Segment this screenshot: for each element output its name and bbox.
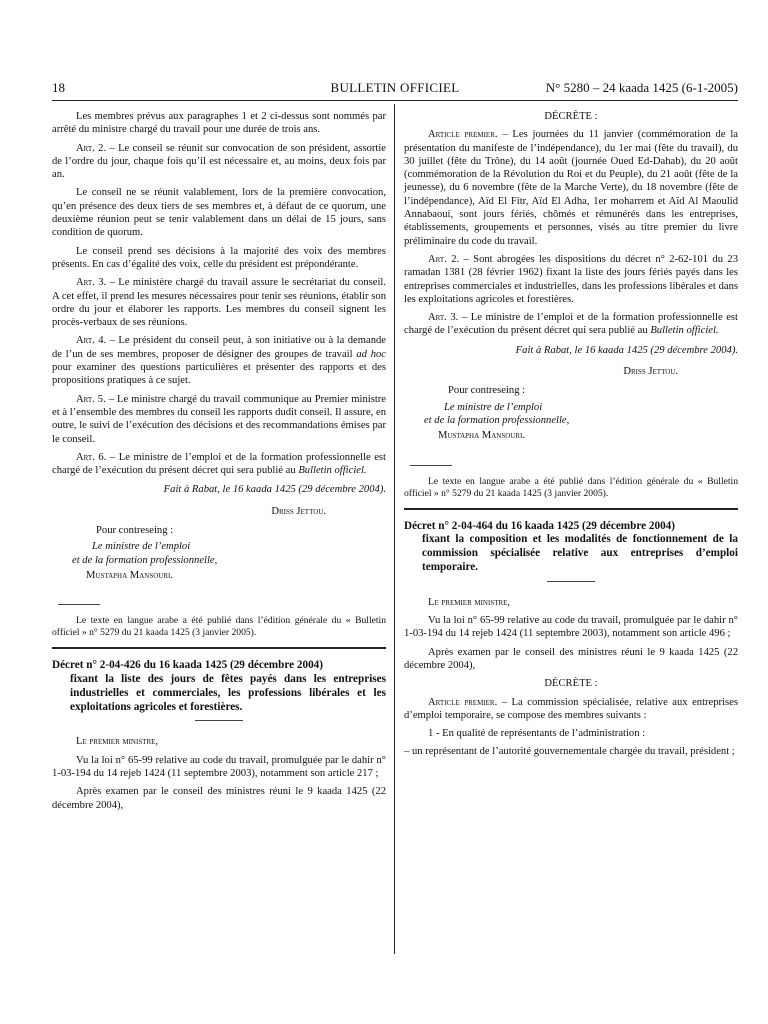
separator-rule	[547, 581, 595, 582]
separator-rule	[410, 465, 452, 466]
paragraph: Le conseil ne se réunit valablement, lors de la première convocation, qu’en présence des deux tiers de ses membres et, à défaut de ce quorum, une deuxième réunion peut se tenir valablement dans un délai de 15 jours, sans condition de quorum.	[52, 187, 386, 239]
minister-name: Mustapha Mansouri.	[86, 569, 173, 581]
article-5: Art. 5. – Le ministre chargé du travail communique au Premier ministre et à l’ensemble des membres du conseil les rapports dudit conseil. Il assure, en outre, le suivi de l’exécution des décisions et des recommandations émises par le conseil.	[52, 393, 386, 445]
signing-place-date: Fait à Rabat, le 16 kaada 1425 (29 décembre 2004).	[515, 344, 738, 356]
article-3: Art. 3. – Le ministre de l’emploi et de la formation professionnelle est chargé de l’exécution du présent décret qui sera publié au Bulletin officiel.	[404, 312, 738, 337]
paragraph: Après examen par le conseil des ministres réuni le 9 kaada 1425 (22 décembre 2004),	[404, 646, 738, 671]
minister-title: Le ministre de l’emploi	[444, 401, 543, 413]
premier-ministre: Le premier ministre,	[76, 736, 159, 748]
signatory: Driss Jettou.	[271, 505, 326, 517]
list-item: – un représentant de l’autorité gouvernementale chargée du travail, président ;	[404, 746, 735, 758]
article-6: Art. 6. – Le ministre de l’emploi et de la formation professionnelle est chargé de l’exécution du présent décret qui sera publié au Bulletin officiel.	[52, 451, 386, 477]
paragraph: Le conseil prend ses décisions à la majorité des voix des membres présents. En cas d’égalité des voix, celle du président est prépondérante.	[52, 245, 386, 270]
header-rule	[52, 100, 738, 101]
article-2: Art. 2. – Sont abrogées les dispositions du décret n° 2-62-101 du 23 ramadan 1381 (28 février 1962) fixant la liste des jours fériés payés dans les entreprises commerciales et industrielles, dans les professions libérales et dans les exploitations agricoles et forestières.	[404, 253, 738, 305]
article-1: Article premier. – Les journées du 11 janvier (commémoration de la présentation du manifeste de l’indépendance), du 1er mai (fête du travail), du 30 juillet (fête du Trône), du 14 août (journée Oued Ed-Dahab), du 20 août (commémoration de la Révolution du Roi et du Peuple), du 21 août (fête de la jeunesse), du 6 novembre (fête de la Marche Verte), du 18 novembre (fête de l’indépendance), Aïd El Fitr, Aïd El Adha, 1er moharrem et Aïd Al Maoulid Annabaoui, sont jours fériés, chômés et rémunérés dans les entreprises, établissements, groupements et personnes, visés au titre premier du livre préliminaire du code du travail.	[404, 129, 738, 247]
list-item: 1 - En qualité de représentants de l’administration :	[428, 728, 646, 740]
section-rule	[52, 647, 386, 649]
minister-title: Le ministre de l’emploi	[92, 541, 191, 553]
minister-title: et de la formation professionnelle,	[72, 554, 218, 566]
countersign-label: Pour contreseing :	[448, 385, 526, 397]
premier-ministre: Le premier ministre,	[428, 596, 511, 608]
article-1: Article premier. – La commission spécialisée, relative aux entreprises d’emploi temporaire, se compose des membres suivants :	[404, 696, 738, 721]
section-rule	[404, 508, 738, 510]
decree-title: Décret n° 2-04-464 du 16 kaada 1425 (29 décembre 2004) fixant la composition et les modalités de fonctionnement de la commission spécialisée relative aux entreprises d’emploi temporaire.	[404, 519, 738, 573]
minister-name: Mustapha Mansouri.	[438, 430, 525, 442]
paragraph: Après examen par le conseil des ministres réuni le 9 kaada 1425 (22 décembre 2004),	[52, 786, 386, 811]
publication-note: Le texte en langue arabe a été publié dans l’édition générale du « Bulletin officiel » n° 5279 du 21 kaada 1425 (3 janvier 2005).	[52, 615, 386, 639]
left-column	[52, 110, 386, 817]
column-divider	[394, 104, 395, 954]
article-4: Art. 4. – Le président du conseil peut, à son initiative ou à la demande de l’un de ses membres, proposer de désigner des groupes de travail ad hoc pour examiner des questions particulières et présenter des rapports et des propositions pratiques à ce sujet.	[52, 335, 386, 387]
article-3: Art. 3. – Le ministère chargé du travail assure le secrétariat du conseil. A cet effet, il prend les mesures nécessaires pour tenir ses réunions, établir son ordre du jour et élaborer les rapports. Les membres du conseil signent les procès-verbaux de ses réunions.	[52, 277, 386, 329]
decree-title: Décret n° 2-04-426 du 16 kaada 1425 (29 décembre 2004) fixant la liste des jours de fêtes payés dans les entreprises industrielles et commerciales, les professions libérales et les exploitations agricoles et forestières.	[52, 659, 386, 713]
separator-rule	[58, 604, 100, 605]
publication-title: BULLETIN OFFICIEL	[330, 80, 460, 95]
signing-place-date: Fait à Rabat, le 16 kaada 1425 (29 décembre 2004).	[163, 484, 386, 496]
separator-rule	[195, 720, 243, 721]
publication-note: Le texte en langue arabe a été publié dans l’édition générale du « Bulletin officiel » n° 5279 du 21 kaada 1425 (3 janvier 2005).	[404, 475, 738, 499]
signatory: Driss Jettou.	[623, 366, 678, 378]
paragraph: Vu la loi n° 65-99 relative au code du travail, promulguée par le dahir n° 1-03-194 du 14 rejeb 1424 (11 septembre 2003), notamment son article 496 ;	[404, 615, 738, 640]
issue-number: N° 5280 – 24 kaada 1425 (6-1-2005)	[545, 80, 738, 95]
right-column	[404, 110, 738, 764]
page-number: 18	[52, 80, 65, 95]
minister-title: et de la formation professionnelle,	[424, 414, 570, 426]
paragraph: Vu la loi n° 65-99 relative au code du travail, promulguée par le dahir n° 1-03-194 du 14 rejeb 1424 (11 septembre 2003), notamment son article 217 ;	[52, 754, 386, 779]
decrete-heading: DÉCRÈTE :	[544, 111, 598, 122]
article-2: Art. 2. – Le conseil se réunit sur convocation de son président, assortie de l’ordre du jour, chaque fois qu’il est nécessaire et, au moins, deux fois par an.	[52, 142, 387, 181]
decrete-heading: DÉCRÈTE :	[544, 678, 598, 690]
countersign-label: Pour contreseing :	[96, 525, 174, 537]
paragraph: Les membres prévus aux paragraphes 1 et 2 ci-dessus sont nommés par arrêté du ministre chargé du travail pour une durée de trois ans.	[52, 111, 386, 136]
page-header	[52, 80, 738, 98]
